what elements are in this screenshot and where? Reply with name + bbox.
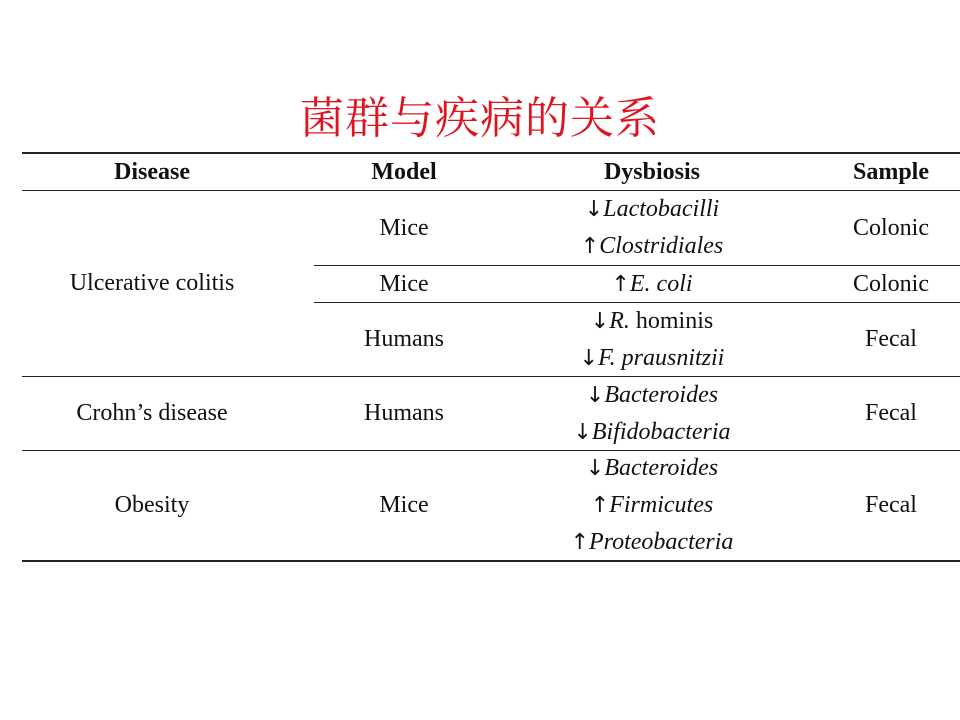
model-cell: Mice [379, 492, 429, 518]
header-model: Model [371, 158, 437, 185]
dysbiosis-line [586, 450, 718, 487]
arrow-up-icon: ↑ [611, 271, 630, 297]
sample-cell: Fecal [865, 400, 917, 426]
arrow-down-icon: ↓ [585, 382, 605, 408]
disease-cell: Ulcerative colitis [69, 270, 235, 296]
slide-title: 菌群与疾病的关系 [300, 93, 660, 144]
taxon-name: Proteobacteria [589, 529, 734, 555]
dysbiosis-line [571, 524, 734, 561]
taxon-name: Lactobacilli [603, 196, 720, 222]
taxon-name: E. coli [629, 270, 693, 297]
dysbiosis-cell [482, 303, 822, 376]
taxon-epithet: hominis [635, 307, 714, 334]
arrow-up-icon: ↑ [570, 530, 589, 555]
dysbiosis-cell [482, 266, 822, 302]
dysbiosis-cell [482, 451, 822, 560]
dysbiosis-line [591, 487, 713, 524]
header-disease: Disease [114, 158, 190, 185]
taxon-name: Bacteroides [604, 381, 719, 408]
dysbiosis-line [591, 303, 713, 340]
disease-cell: Crohn’s disease [76, 400, 228, 426]
sample-cell: Colonic [853, 270, 929, 297]
dysbiosis-cell [482, 377, 822, 450]
taxon-name: Clostridiales [599, 233, 724, 259]
model-cell: Mice [379, 214, 429, 241]
dysbiosis-line [580, 340, 725, 377]
dysbiosis-line [573, 414, 730, 451]
arrow-up-icon: ↑ [580, 234, 600, 259]
model-cell: Humans [364, 400, 444, 426]
arrow-down-icon: ↓ [573, 419, 592, 445]
arrow-down-icon: ↓ [579, 345, 599, 371]
header-dysbiosis: Dysbiosis [603, 158, 701, 185]
model-cell: Mice [379, 270, 429, 297]
dysbiosis-table [22, 152, 960, 562]
sample-cell: Colonic [853, 214, 929, 241]
table-bottom-rule [22, 560, 960, 562]
sample-cell: Fecal [865, 492, 917, 518]
disease-cell: Obesity [114, 492, 190, 518]
taxon-name: F. prausnitzii [598, 344, 725, 371]
arrow-down-icon: ↓ [590, 308, 610, 334]
taxon-name: R. [609, 307, 630, 334]
arrow-up-icon: ↑ [590, 493, 610, 518]
dysbiosis-line [581, 228, 723, 265]
arrow-down-icon: ↓ [584, 197, 604, 222]
dysbiosis-line [611, 266, 692, 303]
taxon-name: Bacteroides [604, 455, 719, 481]
sample-cell: Fecal [865, 326, 917, 352]
dysbiosis-line [586, 377, 718, 414]
header-sample: Sample [852, 158, 929, 185]
dysbiosis-line [585, 191, 719, 228]
taxon-name: Firmicutes [609, 492, 714, 518]
dysbiosis-cell [482, 191, 822, 265]
model-cell: Humans [364, 326, 444, 352]
taxon-name: Bifidobacteria [591, 418, 731, 445]
arrow-down-icon: ↓ [585, 456, 605, 481]
